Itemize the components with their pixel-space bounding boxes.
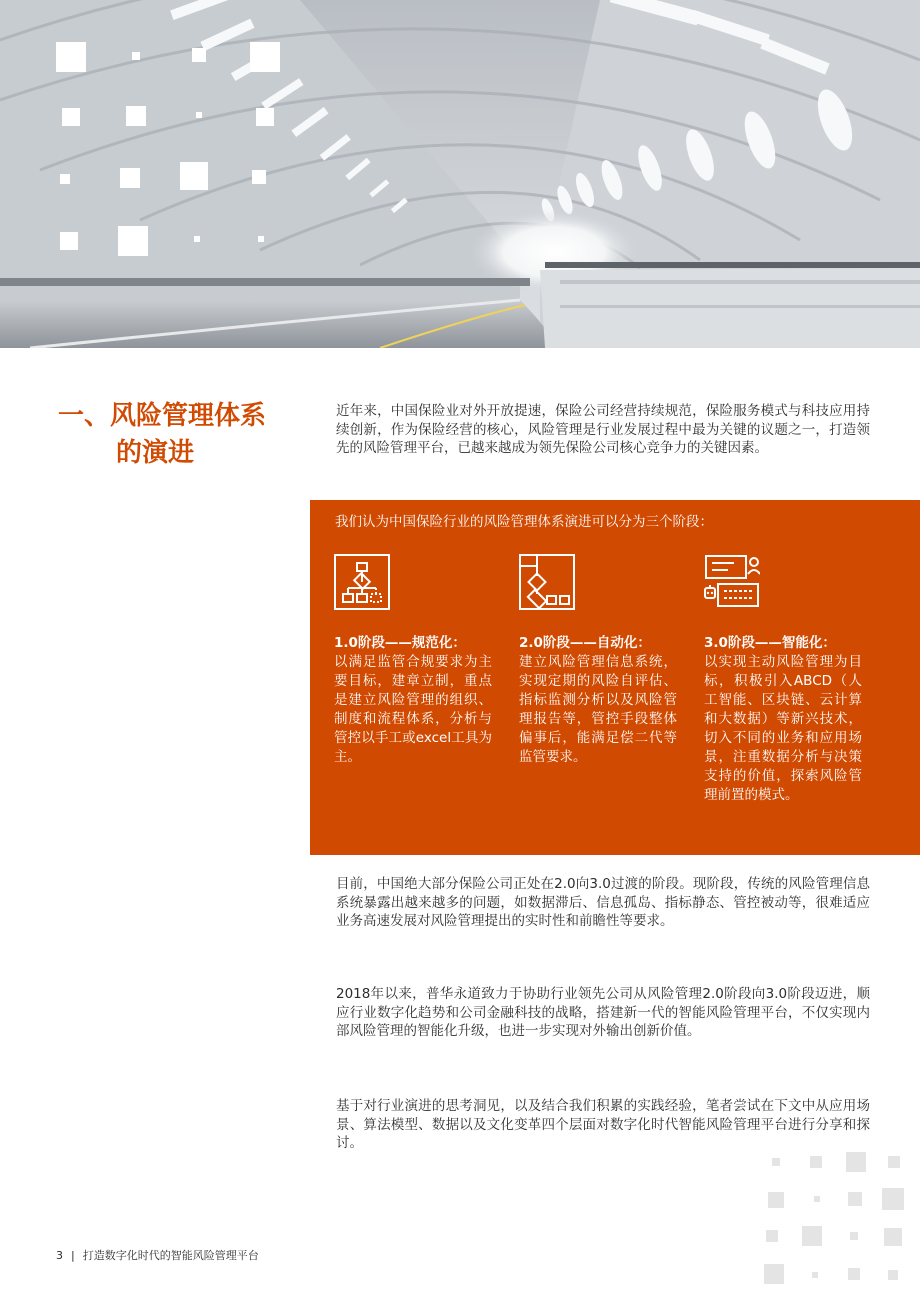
page-footer — [56, 1247, 259, 1263]
section-title-line2: 的演进 — [116, 438, 195, 468]
stage-3-desc: 以实现主动风险管理为目标，积极引入ABCD（人工智能、区块链、云计算和大数据）等新兴技术，切入不同的业务和应用场景，注重数据分析与决策支持的价值，探索风险管理前置的模式。 — [704, 654, 862, 803]
intro-paragraph: 近年来，中国保险业对外开放提速，保险公司经营持续规范，保险服务模式与科技应用持续创新，作为保险经营的核心，风险管理是行业发展过程中最为关键的议题之一，打造领先的风险管理平台，已越来越成为领先保险公司核心竞争力的关键因素。 — [336, 403, 870, 457]
hero-tunnel-image — [0, 0, 920, 348]
stage-1-desc: 以满足监管合规要求为主要目标，建章立制，重点是建立风险管理的组织、制度和流程体系，分析与管控以手工或excel工具为主。 — [334, 654, 492, 765]
stage-2 — [519, 554, 677, 767]
stage-1 — [334, 554, 492, 767]
automation-icon — [519, 554, 575, 610]
footer-doc-title: 打造数字化时代的智能风险管理平台 — [82, 1249, 259, 1262]
page-number: 3 — [56, 1249, 63, 1262]
section-title — [58, 398, 308, 472]
stages-box — [310, 500, 920, 855]
stage-3 — [704, 554, 862, 805]
stage-2-desc: 建立风险管理信息系统，实现定期的风险自评估、指标监测分析以及风险管理报告等，管控手段整体偏事后，能满足偿二代等监管要求。 — [519, 654, 677, 765]
footer-separator: | — [71, 1249, 75, 1262]
stage-2-label: 2.0阶段——自动化： — [519, 635, 651, 651]
paragraph-outline: 基于对行业演进的思考洞见，以及结合我们积累的实践经验，笔者尝试在下文中从应用场景、算法模型、数据以及文化变革四个层面对数字化时代智能风险管理平台进行分享和探讨。 — [336, 1098, 870, 1152]
tunnel-photo — [0, 0, 920, 348]
section-title-line1: 一、风险管理体系 — [58, 401, 267, 431]
stages-intro: 我们认为中国保险行业的风险管理体系演进可以分为三个阶段： — [335, 514, 713, 530]
paragraph-current-stage: 目前，中国绝大部分保险公司正处在2.0向3.0过渡的阶段。现阶段，传统的风险管理信息系统暴露出越来越多的问题，如数据滞后、信息孤岛、指标静态、管控被动等，很难适应业务高速发展对风险管理提出的实时性和前瞻性等要求。 — [336, 876, 870, 930]
paragraph-pwc-initiative: 2018年以来，普华永道致力于协助行业领先公司从风险管理2.0阶段向3.0阶段迈进，顺应行业数字化趋势和公司金融科技的战略，搭建新一代的智能风险管理平台，不仅实现内部风险管理的智能化升级，也进一步实现对外输出创新价值。 — [336, 986, 870, 1040]
flowchart-icon — [334, 554, 390, 610]
stage-3-label: 3.0阶段——智能化： — [704, 635, 836, 651]
stage-1-label: 1.0阶段——规范化： — [334, 635, 466, 651]
ai-chat-icon — [704, 554, 760, 610]
